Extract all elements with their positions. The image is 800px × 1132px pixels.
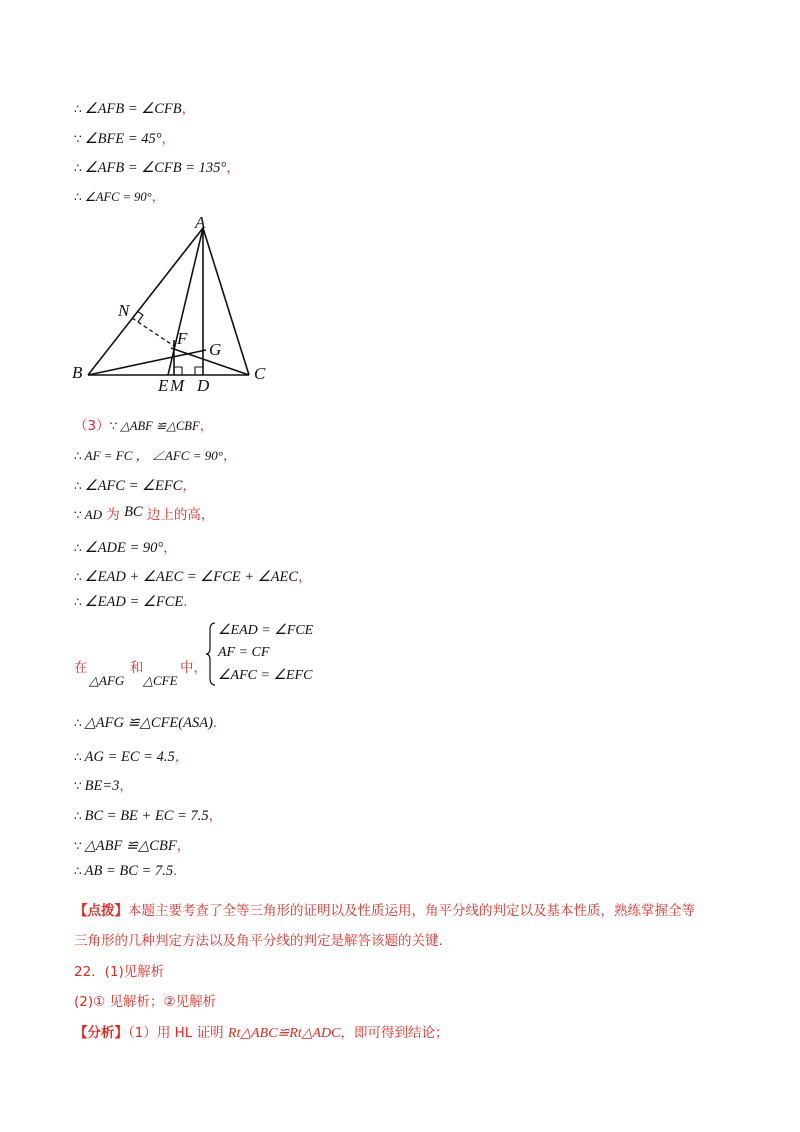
part3-line-12: ∵ △ABF ≌△CBF，	[74, 838, 191, 854]
q22-answer-1: 22．(1)见解析	[74, 964, 165, 980]
label-f: F	[177, 329, 188, 348]
triangle-afg: △AFG	[89, 673, 125, 688]
part3-line-6: ∴ ∠EAD + ∠AEC = ∠FCE + ∠AEC，	[74, 569, 312, 585]
in-text-he: 和	[130, 660, 144, 676]
in-text-zhong: 中，	[180, 660, 207, 676]
right-angle-d	[195, 367, 203, 375]
label-n: N	[118, 301, 130, 320]
system-brace	[206, 622, 216, 686]
label-a: A	[195, 213, 206, 232]
part3-line-11: ∴ BC = BE + EC = 7.5，	[74, 808, 223, 824]
q22-analysis: 【分析】（1）用 HL 证明 Rt△ABC≌Rt△ADC，即可得到结论；	[74, 1025, 449, 1041]
part3-line-5: ∴ ∠ADE = 90°，	[74, 540, 177, 556]
proof-line-4: ∴ ∠AFC = 90°，	[74, 189, 166, 205]
label-g: G	[209, 340, 222, 359]
analysis-tag: 【分析】	[74, 1025, 128, 1041]
part3-line-10: ∵ BE=3，	[74, 778, 133, 794]
q22-answer-2: (2)① 见解析；②见解析	[74, 994, 217, 1010]
right-angle-n	[137, 311, 143, 322]
part3-line-13: ∴ AB = BC = 7.5.	[74, 863, 178, 879]
system-row-1: ∠EAD = ∠FCE	[218, 623, 314, 638]
tip-line-1: 【点拨】本题主要考查了全等三角形的证明以及性质运用，角平分线的判定以及基本性质，熟练掌握全等	[74, 903, 695, 919]
tip-line-2: 三角形的几种判定方法以及角平分线的判定是解答该题的关键.	[74, 933, 443, 949]
label-d: D	[197, 376, 210, 392]
part3-line-9: ∴ AG = EC = 4.5，	[74, 749, 189, 765]
triangle-cfe: △CFE	[143, 673, 178, 688]
label-m: M	[170, 376, 185, 392]
proof-line-2: ∵ ∠BFE = 45°，	[74, 131, 176, 147]
label-b: B	[72, 363, 83, 382]
label-c: C	[254, 364, 266, 383]
part3-ad-line: ∵ AD 为 BC 边上的高，	[74, 504, 215, 523]
right-angle-m	[174, 367, 182, 375]
system-row-3: ∠AFC = ∠EFC	[218, 668, 313, 683]
part3-line-3: ∴ ∠AFC = ∠EFC，	[74, 478, 196, 494]
in-text-zai: 在	[74, 660, 88, 676]
part3-line-8: ∴ △AFG ≌△CFE(ASA).	[74, 715, 218, 731]
label-e: E	[158, 376, 169, 392]
proof-line-3: ∴ ∠AFB = ∠CFB = 135°，	[74, 160, 240, 176]
triangle-figure	[66, 212, 276, 392]
part3-line-7: ∴ ∠EAD = ∠FCE.	[74, 594, 188, 610]
proof-line-1: ∴ ∠AFB = ∠CFB，	[74, 101, 196, 117]
part3-line-2: ∴ AF = FC ， ∠AFC = 90°，	[74, 448, 237, 464]
system-row-2: AF = CF	[218, 645, 270, 660]
tip-tag: 【点拨】	[74, 903, 128, 919]
part3-line-1: （3）∵ △ABF ≌△CBF，	[74, 418, 214, 434]
